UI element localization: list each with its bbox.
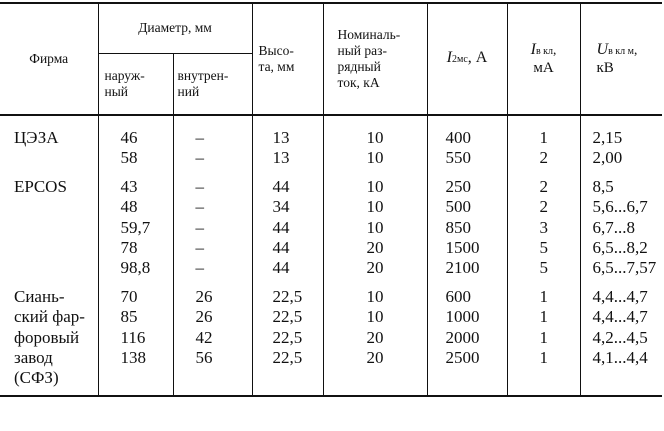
cell-value: 2,15 (592, 128, 623, 147)
spacer-cell (98, 169, 173, 177)
cell-value: (СФЗ) (14, 368, 59, 388)
spacer-cell (427, 169, 507, 177)
spacer-cell (98, 279, 173, 287)
cell-value: 500 (445, 197, 471, 217)
cell-value: 10 (366, 307, 384, 327)
cell-uvklm (580, 115, 662, 169)
cell-value: 10 (366, 176, 384, 196)
cell-value: 44 (272, 176, 290, 196)
spacer-cell (0, 169, 98, 177)
cell-value: 44 (272, 238, 290, 258)
cell-value: – (195, 238, 204, 258)
cell-value: 20 (366, 258, 384, 278)
cell-current (323, 287, 427, 396)
cell-value: 3 (539, 217, 548, 237)
spacer-cell (173, 169, 252, 177)
cell-value: ЦЭЗА (14, 128, 59, 147)
cell-value: 6,5...7,57 (592, 258, 657, 278)
cell-value: – (195, 197, 204, 217)
cell-value: 44 (272, 258, 290, 278)
cell-value: 6,5...8,2 (592, 238, 648, 258)
cell-value: 1000 (445, 307, 480, 327)
spacer-cell (507, 279, 580, 287)
cell-value: 5 (539, 238, 548, 258)
spacer-cell (252, 169, 323, 177)
header-row-1 (0, 3, 662, 53)
cell-inner-diameter (173, 177, 252, 279)
cell-firm (0, 177, 98, 279)
cell-value: 4,4...4,7 (592, 286, 648, 306)
cell-value: 1 (539, 307, 548, 327)
cell-value: 98,8 (120, 258, 151, 278)
spacer-cell (252, 279, 323, 287)
spacer-cell (427, 279, 507, 287)
cell-value: 6,7...8 (592, 217, 635, 237)
cell-value: 22,5 (272, 327, 303, 347)
cell-firm (0, 115, 98, 169)
cell-ivkl (507, 287, 580, 396)
cell-height (252, 115, 323, 169)
spacer-cell (580, 169, 662, 177)
cell-value: 4,1...4,4 (592, 348, 648, 368)
cell-value: 1 (539, 327, 548, 347)
cell-value: 116 (120, 327, 146, 347)
cell-value: 56 (195, 348, 213, 368)
cell-value: 20 (366, 238, 384, 258)
cell-value: 20 (366, 327, 384, 347)
cell-value: 26 (195, 307, 213, 327)
cell-outer-diameter (98, 177, 173, 279)
cell-value: 850 (445, 217, 471, 237)
cell-value: 5 (539, 258, 548, 278)
cell-value: 5,6...6,7 (592, 197, 648, 217)
cell-value: 70 (120, 286, 138, 306)
header-current: Номиналь- ный раз- рядный ток, кА (323, 3, 427, 115)
cell-value: 43 (120, 176, 138, 196)
cell-value: 10 (366, 286, 384, 306)
cell-outer-diameter (98, 115, 173, 169)
cell-value: 22,5 (272, 348, 303, 368)
cell-value: 250 (445, 176, 471, 196)
header-height: Высо- та, мм (252, 3, 323, 115)
cell-value: 22,5 (272, 286, 303, 306)
header-uvklm: Uв кл м, кВ (580, 3, 662, 115)
cell-value: 400 (445, 128, 471, 147)
cell-value: 138 (120, 348, 146, 368)
cell-value: Сиань- (14, 286, 65, 306)
cell-value: 2100 (445, 258, 480, 278)
header-i2ms: I2мс, А (427, 3, 507, 115)
cell-value: 26 (195, 286, 213, 306)
cell-value: 2 (539, 176, 548, 196)
cell-current (323, 177, 427, 279)
cell-value: 550 (445, 148, 471, 168)
cell-value: 2 (539, 148, 548, 168)
cell-firm (0, 287, 98, 396)
table-row-group (0, 115, 662, 169)
header-diameter: Диаметр, мм (98, 3, 252, 53)
cell-uvklm (580, 177, 662, 279)
header-firm: Фирма (29, 51, 69, 66)
table-row-group (0, 287, 662, 396)
cell-value: 2 (539, 197, 548, 217)
spacer-cell (580, 279, 662, 287)
header-inner: внутрен- ний (173, 53, 252, 115)
cell-value: 59,7 (120, 217, 151, 237)
cell-current (323, 115, 427, 169)
cell-value: ский фар- (14, 307, 85, 327)
cell-value: 10 (366, 197, 384, 217)
spacer-cell (0, 279, 98, 287)
cell-value: 1 (539, 128, 548, 147)
group-spacer (0, 279, 662, 287)
cell-i2ms (427, 115, 507, 169)
header-outer: наруж- ный (98, 53, 173, 115)
cell-value: – (195, 176, 204, 196)
cell-value: 2000 (445, 327, 480, 347)
cell-value: – (195, 258, 204, 278)
cell-value: 22,5 (272, 307, 303, 327)
cell-i2ms (427, 177, 507, 279)
table-row-group (0, 177, 662, 279)
cell-value: 4,2...4,5 (592, 327, 648, 347)
cell-value: 58 (120, 148, 138, 168)
cell-value: 10 (366, 128, 384, 147)
spacer-cell (507, 169, 580, 177)
cell-value: 78 (120, 238, 138, 258)
spacer-cell (323, 279, 427, 287)
cell-value: 1500 (445, 238, 480, 258)
cell-value: 10 (366, 217, 384, 237)
cell-outer-diameter (98, 287, 173, 396)
specs-table (0, 2, 662, 397)
cell-value: – (195, 217, 204, 237)
cell-i2ms (427, 287, 507, 396)
cell-ivkl (507, 115, 580, 169)
cell-inner-diameter (173, 287, 252, 396)
cell-value: 48 (120, 197, 138, 217)
cell-value: 85 (120, 307, 138, 327)
cell-value: 46 (120, 128, 138, 147)
cell-value: 600 (445, 286, 471, 306)
group-spacer (0, 169, 662, 177)
cell-value: завод (14, 348, 53, 368)
cell-inner-diameter (173, 115, 252, 169)
cell-value: 8,5 (592, 176, 614, 196)
cell-value: 1 (539, 286, 548, 306)
header-ivkl: Iв кл, мА (507, 3, 580, 115)
cell-value: 42 (195, 327, 213, 347)
cell-height (252, 177, 323, 279)
cell-value: 2500 (445, 348, 480, 368)
cell-value: 1 (539, 348, 548, 368)
cell-value: 34 (272, 197, 290, 217)
spacer-cell (173, 279, 252, 287)
spacer-cell (323, 169, 427, 177)
cell-value: – (195, 148, 204, 168)
cell-value: 20 (366, 348, 384, 368)
cell-value: 4,4...4,7 (592, 307, 648, 327)
cell-value: 2,00 (592, 148, 623, 168)
cell-ivkl (507, 177, 580, 279)
cell-value: 13 (272, 128, 290, 147)
cell-value: EPCOS (14, 176, 67, 196)
cell-uvklm (580, 287, 662, 396)
cell-value: 10 (366, 148, 384, 168)
cell-value: форовый (14, 327, 80, 347)
cell-height (252, 287, 323, 396)
cell-value: 13 (272, 148, 290, 168)
cell-value: – (195, 128, 204, 147)
cell-value: 44 (272, 217, 290, 237)
